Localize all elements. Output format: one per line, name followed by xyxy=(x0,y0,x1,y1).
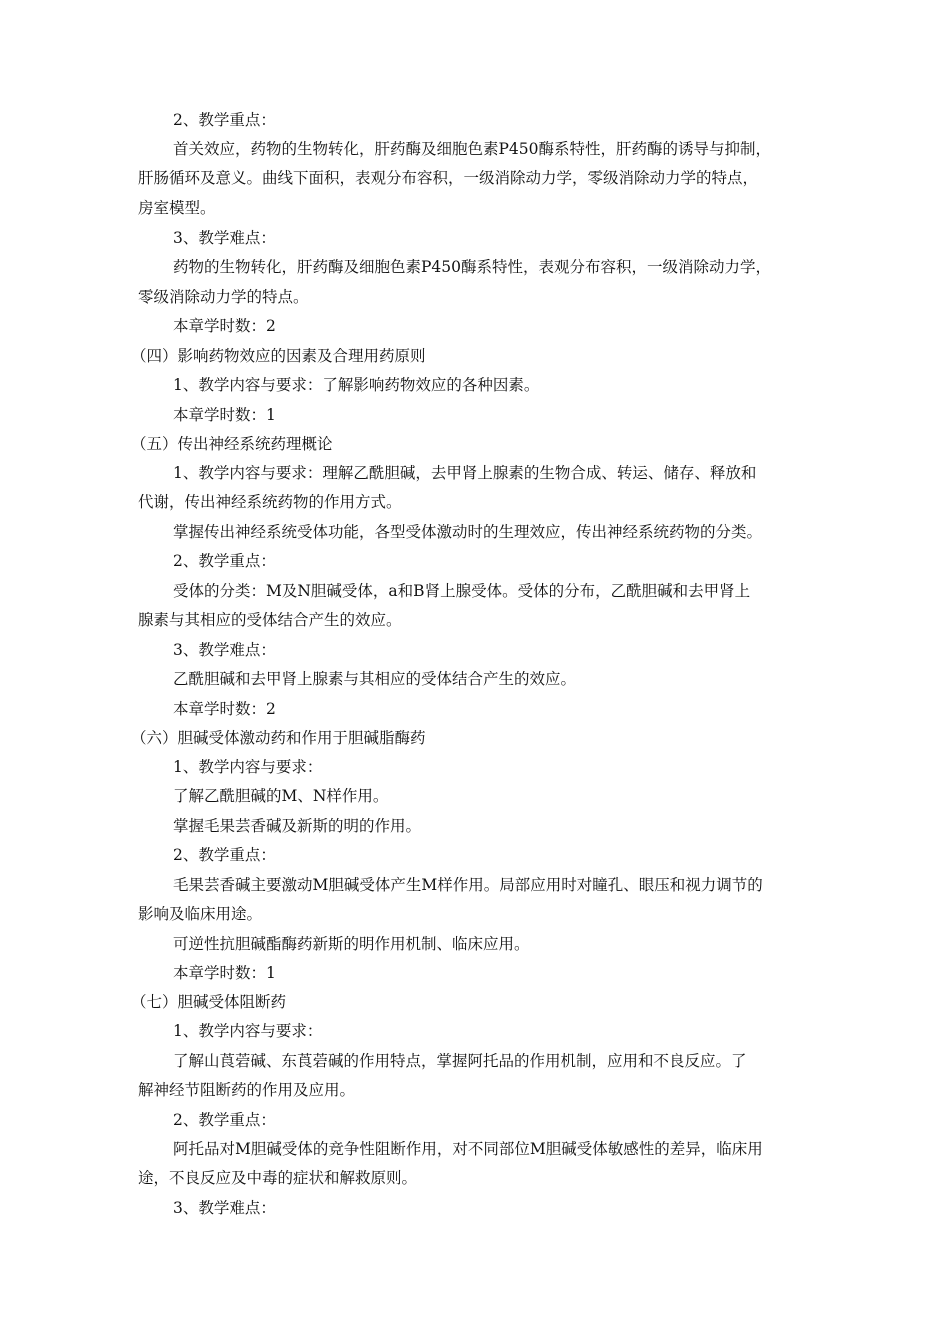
line-heading-key-points: 2、教学重点： xyxy=(173,846,276,864)
line-paragraph: 可逆性抗胆碱酯酶药新斯的明作用机制、临床应用。 xyxy=(173,935,530,953)
section-heading-7: （七）胆碱受体阻断药 xyxy=(131,993,287,1011)
line-content-requirements: 1、教学内容与要求：了解影响药物效应的各种因素。 xyxy=(173,376,540,394)
line-hours: 本章学时数：2 xyxy=(173,317,276,335)
line-heading-difficulties: 3、教学难点： xyxy=(173,229,276,247)
section-heading-6: （六）胆碱受体激动药和作用于胆碱脂酶药 xyxy=(131,729,426,747)
line-heading-key-points: 2、教学重点： xyxy=(173,552,276,570)
line-paragraph: 首关效应，药物的生物转化，肝药酶及细胞色素P450酶系特性，肝药酶的诱导与抑制， xyxy=(173,140,772,158)
line-paragraph: 肝肠循环及意义。曲线下面积，表观分布容积，一级消除动力学，零级消除动力学的特点， xyxy=(138,169,759,187)
line-paragraph: 乙酰胆碱和去甲肾上腺素与其相应的受体结合产生的效应。 xyxy=(173,670,577,688)
section-heading-5: （五）传出神经系统药理概论 xyxy=(131,435,333,453)
line-content-requirements: 1、教学内容与要求： xyxy=(173,758,323,776)
line-paragraph: 掌握传出神经系统受体功能，各型受体激动时的生理效应，传出神经系统药物的分类。 xyxy=(173,523,763,541)
line-paragraph: 阿托品对M胆碱受体的竞争性阻断作用，对不同部位M胆碱受体敏感性的差异，临床用 xyxy=(173,1140,763,1158)
line-content-requirements: 1、教学内容与要求： xyxy=(173,1022,323,1040)
line-hours: 本章学时数：2 xyxy=(173,700,276,718)
line-heading-difficulties: 3、教学难点： xyxy=(173,1199,276,1217)
line-paragraph: 了解乙酰胆碱的M、N样作用。 xyxy=(173,787,389,805)
line-paragraph: 途，不良反应及中毒的症状和解救原则。 xyxy=(138,1169,418,1187)
line-paragraph: 药物的生物转化，肝药酶及细胞色素P450酶系特性，表观分布容积，一级消除动力学， xyxy=(173,258,772,276)
line-paragraph: 解神经节阻断药的作用及应用。 xyxy=(138,1081,356,1099)
line-paragraph: 掌握毛果芸香碱及新斯的明的作用。 xyxy=(173,817,422,835)
line-heading-difficulties: 3、教学难点： xyxy=(173,641,276,659)
line-paragraph: 了解山莨菪碱、东莨菪碱的作用特点，掌握阿托品的作用机制，应用和不良反应。了 xyxy=(173,1052,747,1070)
section-heading-4: （四）影响药物效应的因素及合理用药原则 xyxy=(131,347,426,365)
line-hours: 本章学时数：1 xyxy=(173,406,276,424)
line-heading-key-points: 2、教学重点： xyxy=(173,111,276,129)
line-paragraph: 房室模型。 xyxy=(138,199,216,217)
line-content-requirements: 1、教学内容与要求：理解乙酰胆碱，去甲肾上腺素的生物合成、转运、储存、释放和 xyxy=(173,464,757,482)
line-heading-key-points: 2、教学重点： xyxy=(173,1111,276,1129)
line-paragraph: 腺素与其相应的受体结合产生的效应。 xyxy=(138,611,402,629)
line-paragraph: 零级消除动力学的特点。 xyxy=(138,288,309,306)
line-paragraph: 代谢，传出神经系统药物的作用方式。 xyxy=(138,493,402,511)
line-hours: 本章学时数：1 xyxy=(173,964,276,982)
line-paragraph: 影响及临床用途。 xyxy=(138,905,263,923)
line-paragraph: 受体的分类：M及N胆碱受体，a和B肾上腺受体。受体的分布，乙酰胆碱和去甲肾上 xyxy=(173,582,751,600)
line-paragraph: 毛果芸香碱主要激动M胆碱受体产生M样作用。局部应用时对瞳孔、眼压和视力调节的 xyxy=(173,876,763,894)
